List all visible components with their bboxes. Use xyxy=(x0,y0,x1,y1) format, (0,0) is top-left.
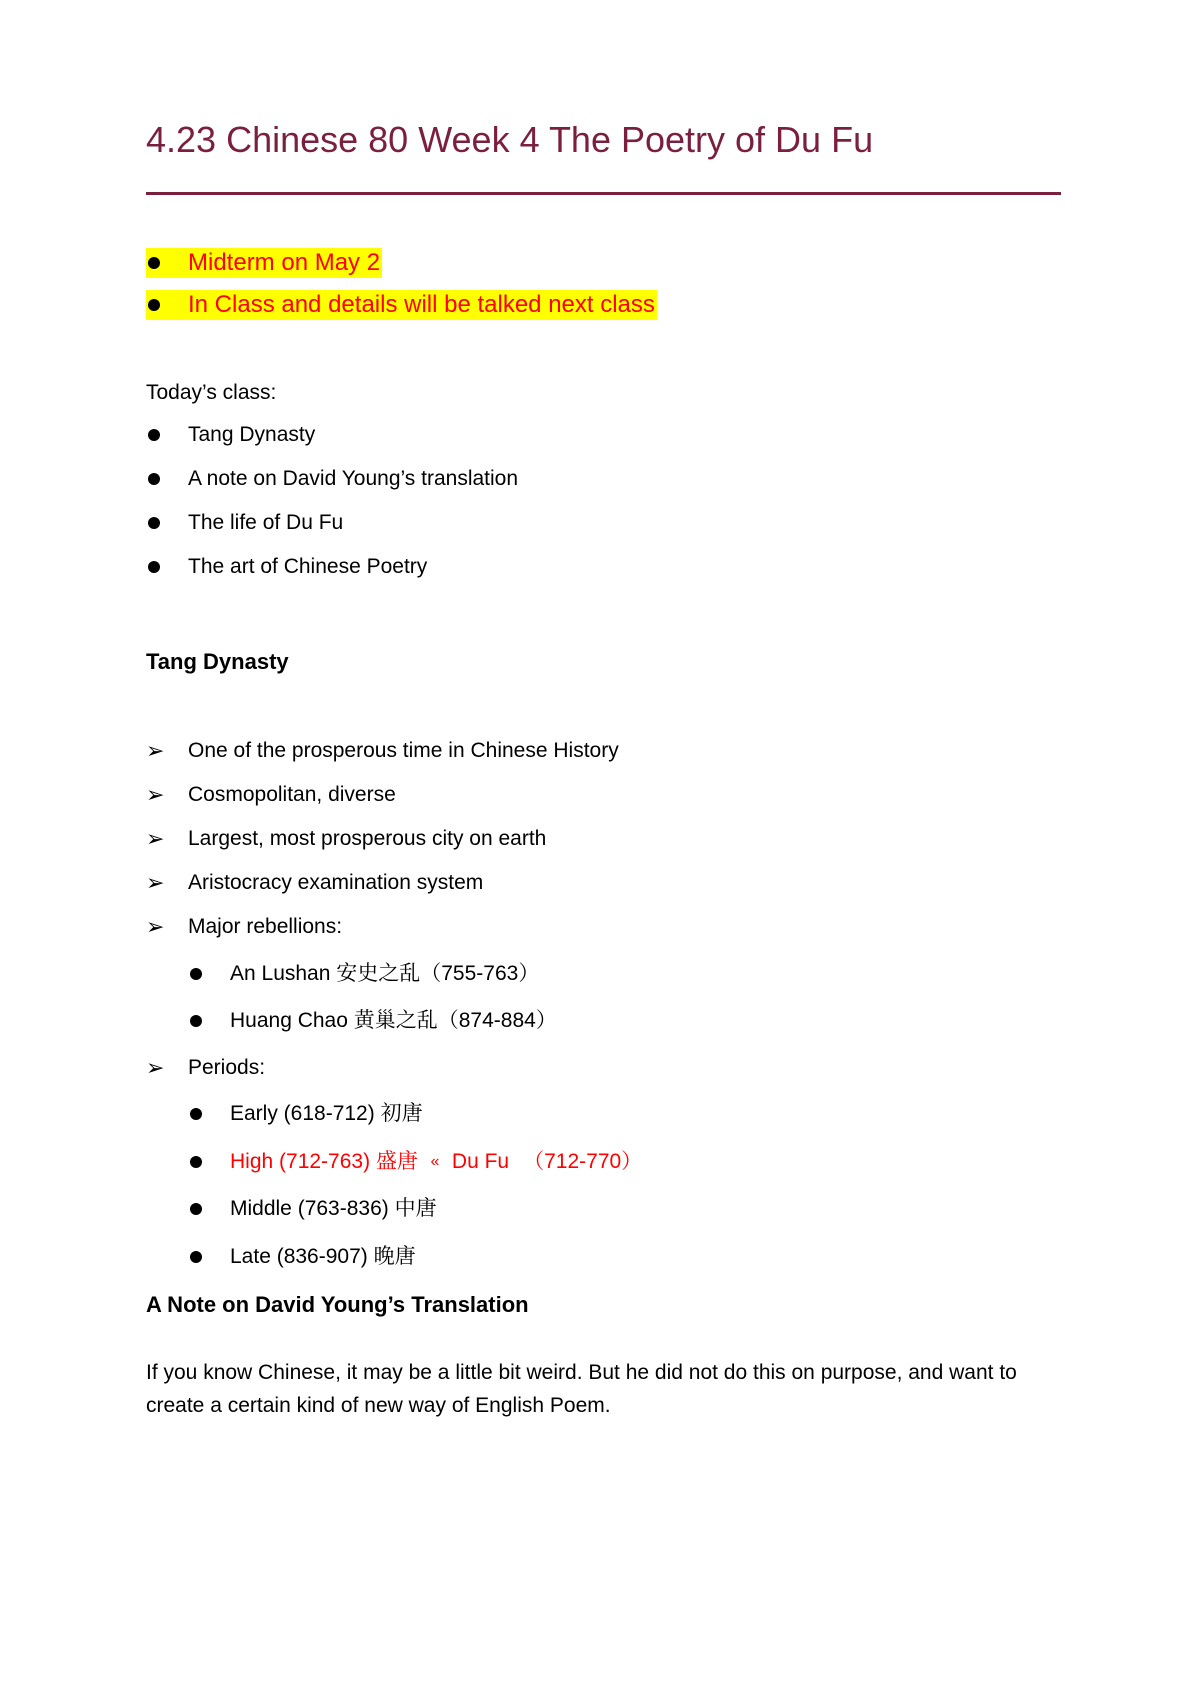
arrow-bullet-icon: ➢ xyxy=(146,826,165,851)
bullet-icon xyxy=(148,429,160,441)
list-item-text: Aristocracy examination system xyxy=(188,871,484,894)
sub-list-item xyxy=(188,1195,437,1223)
list-item xyxy=(146,781,396,809)
list-item xyxy=(146,465,518,493)
title-underline xyxy=(146,192,1061,195)
list-item-text: Late (836-907) 晚唐 xyxy=(230,1245,416,1268)
bullet-icon xyxy=(148,299,160,311)
list-item-text: Tang Dynasty xyxy=(188,423,316,446)
announcement-text: In Class and details will be talked next class xyxy=(188,291,655,318)
section-label: Today’s class: xyxy=(146,381,277,404)
bullet-icon xyxy=(190,1251,202,1263)
list-item-text: The life of Du Fu xyxy=(188,511,344,534)
announcement-item xyxy=(146,248,382,278)
sub-list-item xyxy=(188,1100,423,1128)
list-item-text: A note on David Young’s translation xyxy=(188,467,519,490)
arrow-bullet-icon: ➢ xyxy=(146,782,165,807)
list-item xyxy=(146,737,619,765)
bullet-icon xyxy=(190,1015,202,1027)
list-item-text: High (712-763) 盛唐 xyxy=(230,1150,418,1173)
list-item xyxy=(146,509,343,537)
section-heading-translation-note: A Note on David Young’s Translation xyxy=(146,1292,529,1317)
paragraph: If you know Chinese, it may be a little bit weird. But he did not do this on purpose, and want to create a certain kind of new way of English Poem. xyxy=(146,1361,1017,1417)
list-item-text: One of the prosperous time in Chinese History xyxy=(188,739,619,762)
bullet-icon xyxy=(148,517,160,529)
list-item-text: Early (618-712) 初唐 xyxy=(230,1102,423,1125)
arrow-bullet-icon: ➢ xyxy=(146,914,165,939)
sub-list-item-highlighted xyxy=(188,1148,642,1176)
pointer-mark: « xyxy=(430,1153,440,1170)
highlight-mark xyxy=(146,290,657,320)
list-item xyxy=(146,421,315,449)
list-item-text: An Lushan 安史之乱（755-763） xyxy=(230,962,540,985)
list-item-text: Largest, most prosperous city on earth xyxy=(188,827,547,850)
bullet-icon xyxy=(190,1203,202,1215)
highlight-mark xyxy=(146,248,382,278)
list-item xyxy=(146,1054,265,1082)
list-item-text: Major rebellions: xyxy=(188,915,343,938)
list-item-text: Middle (763-836) 中唐 xyxy=(230,1197,437,1220)
list-item-text: Periods: xyxy=(188,1056,266,1079)
list-item xyxy=(146,553,427,581)
sub-list-item xyxy=(188,1007,557,1035)
bullet-icon xyxy=(148,561,160,573)
list-item-text: The art of Chinese Poetry xyxy=(188,555,428,578)
list-item xyxy=(146,825,546,853)
announcement-item xyxy=(146,290,657,320)
page-title: 4.23 Chinese 80 Week 4 The Poetry of Du Fu xyxy=(146,119,874,160)
bullet-icon xyxy=(190,968,202,980)
list-item-text: Huang Chao 黄巢之乱（874-884） xyxy=(230,1009,557,1032)
poet-years: （712-770） xyxy=(523,1150,643,1173)
bullet-icon xyxy=(148,473,160,485)
list-item xyxy=(146,913,342,941)
bullet-icon xyxy=(190,1156,202,1168)
section-heading-tang-dynasty: Tang Dynasty xyxy=(146,649,289,674)
list-item xyxy=(146,869,483,897)
list-item-text: Cosmopolitan, diverse xyxy=(188,783,396,806)
arrow-bullet-icon: ➢ xyxy=(146,1055,165,1080)
arrow-bullet-icon: ➢ xyxy=(146,870,165,895)
sub-list-item xyxy=(188,960,539,988)
bullet-icon xyxy=(148,257,160,269)
todays-class-label xyxy=(146,379,276,407)
bullet-icon xyxy=(190,1108,202,1120)
announcement-text: Midterm on May 2 xyxy=(188,249,381,276)
sub-list-item xyxy=(188,1243,416,1271)
poet-name: Du Fu xyxy=(451,1150,510,1173)
arrow-bullet-icon: ➢ xyxy=(146,738,165,763)
